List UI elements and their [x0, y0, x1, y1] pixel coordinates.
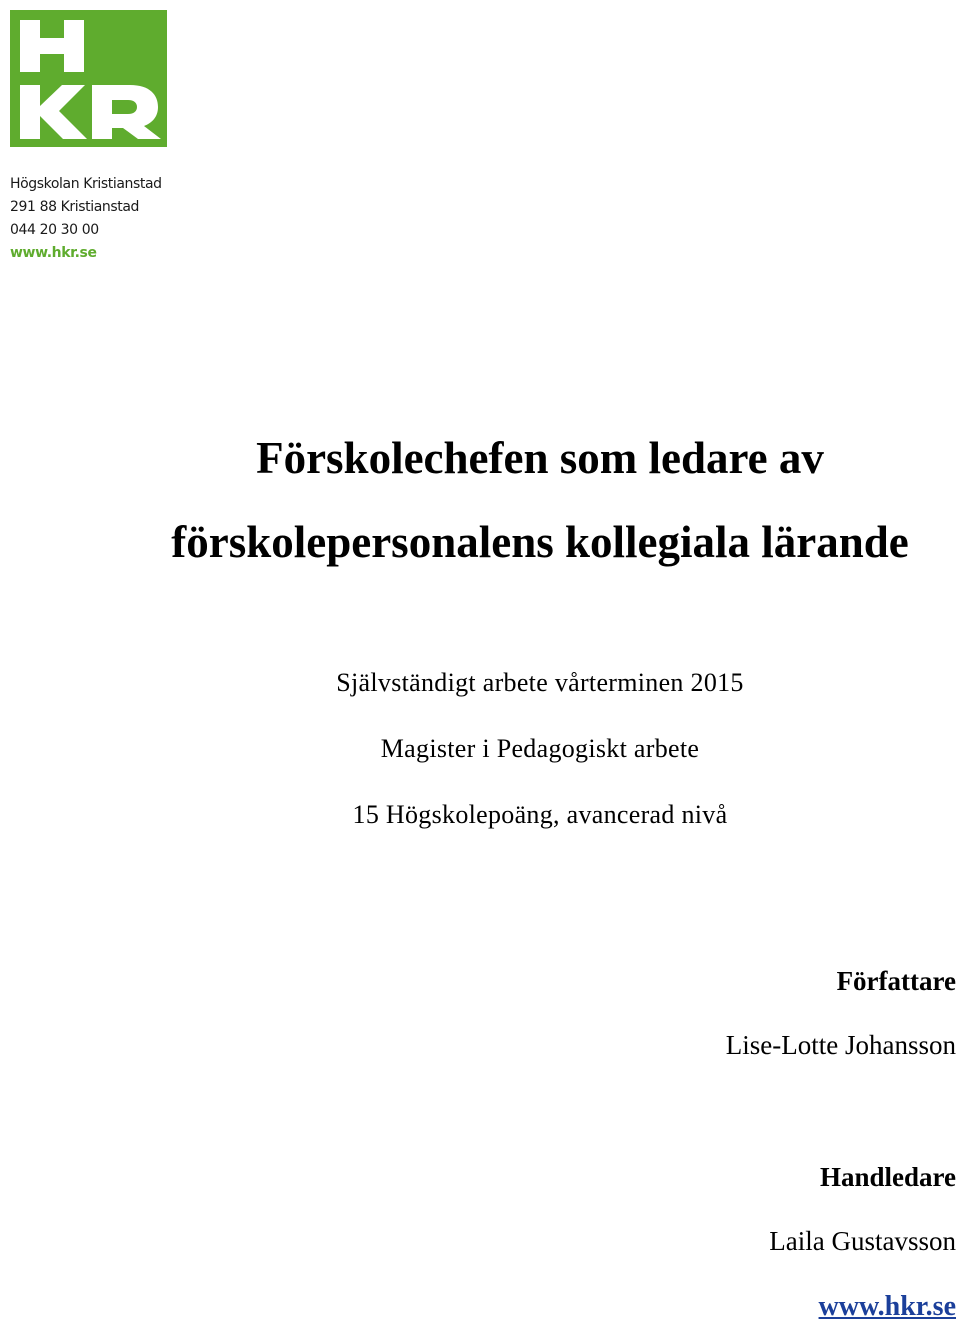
footer-web-link[interactable]: www.hkr.se: [818, 1291, 956, 1322]
title-line-1: Förskolechefen som ledare av: [256, 433, 824, 483]
phone-number: 044 20 30 00: [10, 222, 99, 238]
subtitle-credits: 15 Högskolepoäng, avancerad nivå: [352, 800, 728, 829]
author-heading: Författare: [836, 966, 956, 996]
author-block: [726, 949, 956, 1077]
institution-address: [10, 173, 162, 265]
document-subtitles: [0, 650, 960, 848]
hkr-logo-icon: [10, 10, 167, 147]
author-name: Lise-Lotte Johansson: [725, 1030, 956, 1060]
supervisor-block: [769, 1145, 956, 1273]
institution-name: Högskolan Kristianstad: [10, 176, 162, 192]
address-web-link[interactable]: www.hkr.se: [10, 245, 97, 261]
subtitle-course: Självständigt arbete vårterminen 2015: [336, 668, 744, 697]
supervisor-heading: Handledare: [819, 1162, 956, 1192]
postal-address: 291 88 Kristianstad: [10, 199, 140, 215]
document-title: [0, 416, 960, 584]
title-line-2: förskolepersonalens kollegiala lärande: [171, 517, 909, 567]
subtitle-program: Magister i Pedagogiskt arbete: [380, 734, 700, 763]
supervisor-name: Laila Gustavsson: [769, 1226, 956, 1256]
